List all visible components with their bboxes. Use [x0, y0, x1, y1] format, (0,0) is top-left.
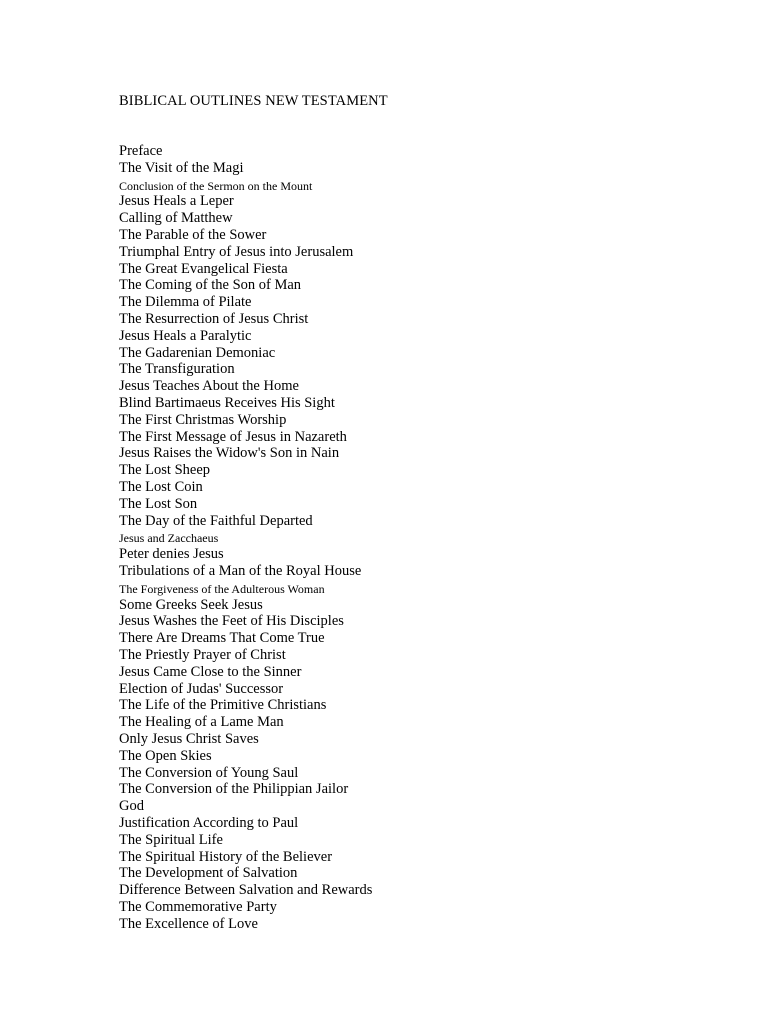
outline-item: Blind Bartimaeus Receives His Sight [119, 395, 335, 411]
outline-item: God [119, 798, 144, 815]
outline-item: Jesus Heals a Leper [119, 193, 234, 210]
outline-item: The Development of Salvation [119, 865, 298, 882]
outline-item: The Visit of the Magi [119, 159, 244, 176]
outline-item: Jesus and Zacchaeus [119, 531, 219, 546]
outline-item: Triumphal Entry of Jesus into Jerusalem [119, 243, 354, 260]
outline-item: Only Jesus Christ Saves [119, 731, 259, 747]
outline-item: The Open Skies [119, 747, 212, 764]
outline-item: The Spiritual Life [119, 831, 223, 848]
outline-item: The Commemorative Party [119, 899, 277, 915]
document-title: BIBLICAL OUTLINES NEW TESTAMENT [119, 93, 388, 109]
outline-item: The Life of the Primitive Christians [119, 697, 327, 714]
outline-item: Some Greeks Seek Jesus [119, 596, 263, 613]
outline-item: Jesus Came Close to the Sinner [119, 663, 302, 680]
outline-item: Preface [119, 143, 163, 159]
outline-item: Calling of Matthew [119, 210, 233, 227]
outline-item: Justification According to Paul [119, 815, 299, 831]
outline-item: The Lost Son [119, 495, 198, 512]
outline-item: Conclusion of the Sermon on the Mount [119, 178, 313, 193]
outline-item: Jesus Heals a Paralytic [119, 327, 252, 344]
outline-item: Jesus Teaches About the Home [119, 378, 299, 395]
outline-item: The Gadarenian Demoniac [119, 344, 276, 361]
outline-item: The Lost Coin [119, 479, 203, 495]
outline-item: The First Message of Jesus in Nazareth [119, 428, 347, 445]
outline-item: The Coming of the Son of Man [119, 277, 302, 294]
outline-item: Jesus Raises the Widow's Son in Nain [119, 445, 340, 462]
outline-item: The Healing of a Lame Man [119, 714, 284, 731]
outline-item: The Parable of the Sower [119, 227, 267, 243]
outline-item: There Are Dreams That Come True [119, 630, 325, 647]
outline-item: The Excellence of Love [119, 915, 258, 932]
outline-item: The Conversion of Young Saul [119, 764, 299, 781]
outline-item: Tribulations of a Man of the Royal House [119, 563, 362, 579]
outline-item: Difference Between Salvation and Rewards [119, 882, 373, 899]
outline-item: The Spiritual History of the Believer [119, 848, 333, 865]
outline-item: The Forgiveness of the Adulterous Woman [119, 581, 325, 596]
outline-item: The Dilemma of Pilate [119, 294, 252, 311]
outline-item: Election of Judas' Successor [119, 680, 284, 697]
outline-item: The Priestly Prayer of Christ [119, 647, 286, 663]
outline-item: The Day of the Faithful Departed [119, 512, 313, 529]
outline-item: The First Christmas Worship [119, 411, 287, 428]
outline-item: The Lost Sheep [119, 462, 211, 479]
outline-item: Peter denies Jesus [119, 546, 224, 563]
outline-item: The Transfiguration [119, 361, 235, 378]
outline-item: Jesus Washes the Feet of His Disciples [119, 613, 344, 630]
outline-item: The Great Evangelical Fiesta [119, 260, 288, 277]
outline-item: The Resurrection of Jesus Christ [119, 311, 309, 327]
outline-item: The Conversion of the Philippian Jailor [119, 781, 349, 798]
